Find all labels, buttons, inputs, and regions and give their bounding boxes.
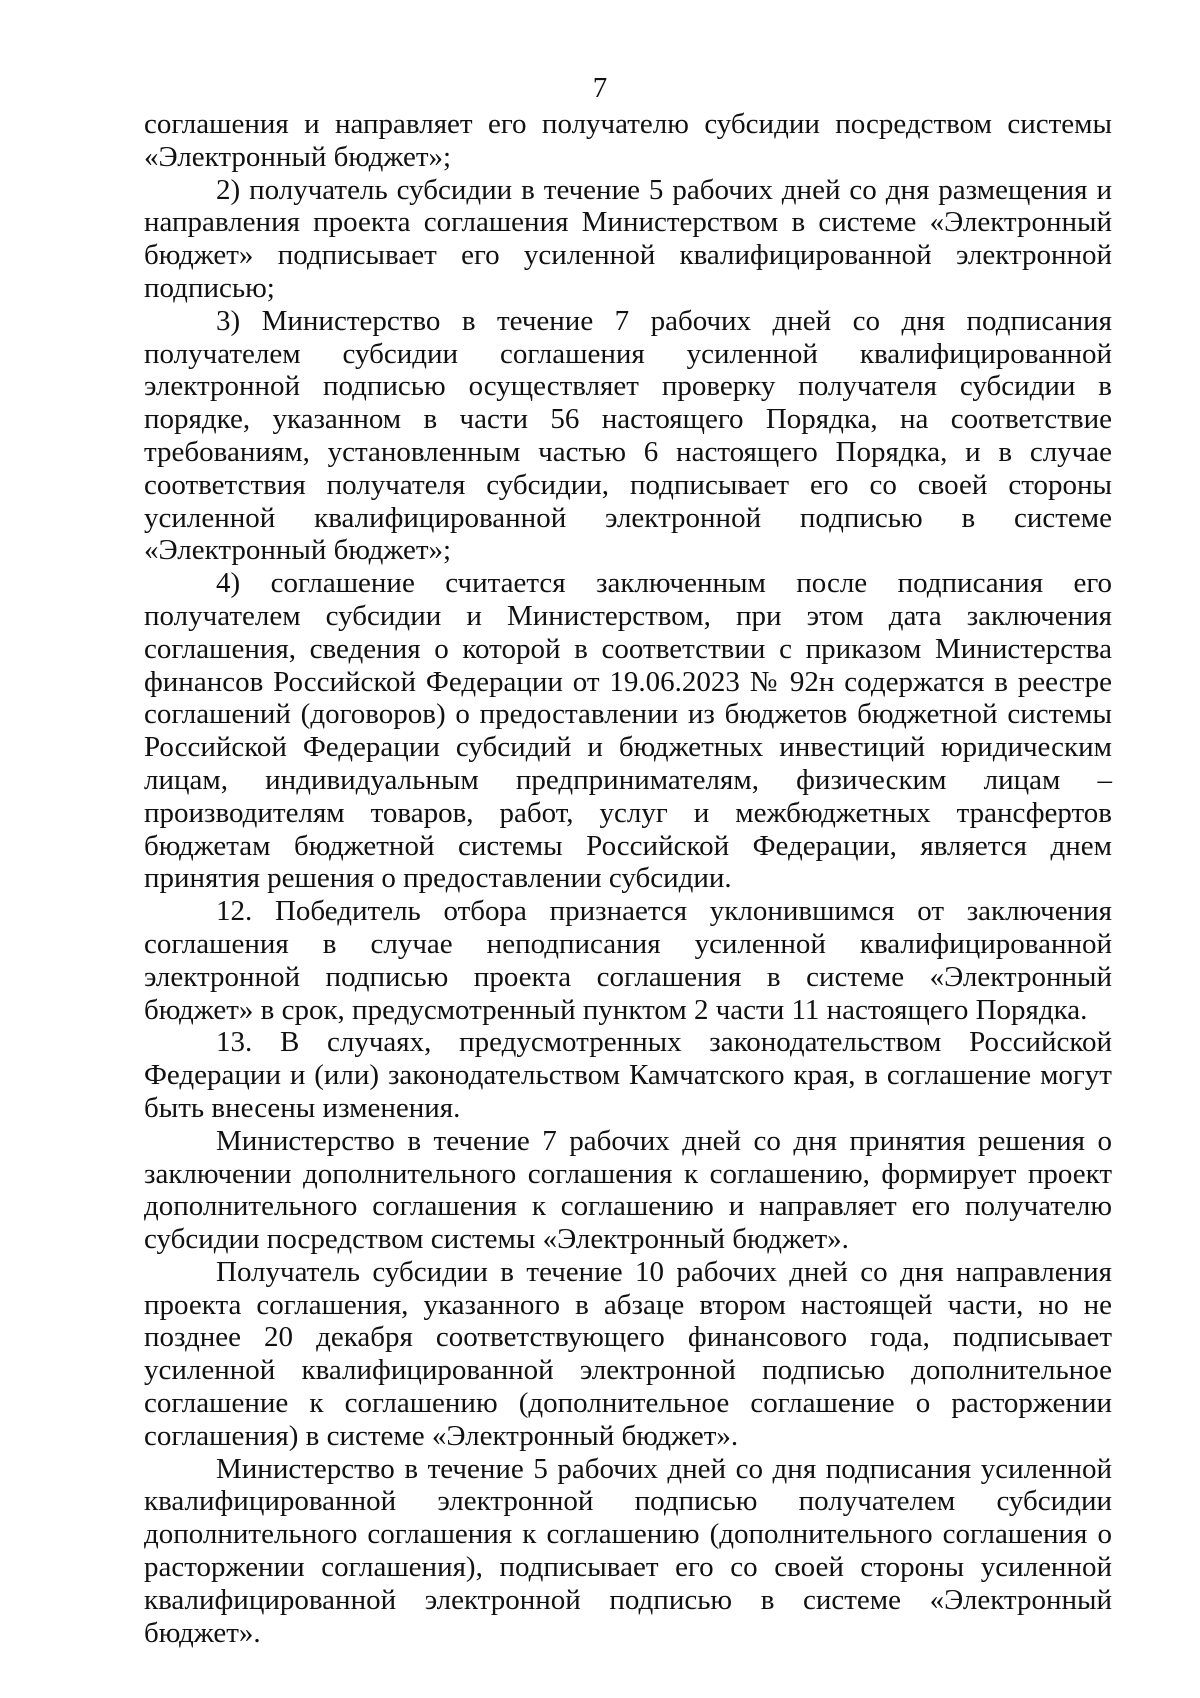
paragraph-ministry-signing: Министерство в течение 5 рабочих дней со дня подписания усиленной квалифицированной электронной подписью получателем субсидии дополнительного соглашения к соглашению (дополнительного соглашения о расторжении соглашения), подписывает его со своей стороны усиленной квалифицированной электронной подписью в системе «Электронный бюджет». (144, 1452, 1112, 1649)
paragraph-item-2: 2) получатель субсидии в течение 5 рабочих дней со дня размещения и направления проекта соглашения Министерством в системе «Электронный бюджет» подписывает его усиленной квалифицированной электронной подписью; (144, 173, 1112, 304)
paragraph-ministry-additional-agreement: Министерство в течение 7 рабочих дней со дня принятия решения о заключении дополнительного соглашения к соглашению, формирует проект дополнительного соглашения к соглашению и направляет его получателю субсидии посредством системы «Электронный бюджет». (144, 1124, 1112, 1256)
paragraph-recipient-signing: Получатель субсидии в течение 10 рабочих дней со дня направления проекта соглашения, указанного в абзаце втором настоящей части, но не позднее 20 декабря соответствующего финансового года, подписывает усиленной квалифицированной электронной подписью дополнительное соглашение к соглашению (дополнительное соглашение о расторжении соглашения) в системе «Электронный бюджет». (144, 1255, 1112, 1452)
document-body (144, 108, 1112, 1649)
paragraph-continuation: соглашения и направляет его получателю субсидии посредством системы «Электронный бюджет»; (144, 108, 1112, 173)
paragraph-item-4: 4) соглашение считается заключенным после подписания его получателем субсидии и Министерством, при этом дата заключения соглашения, сведения о которой в соответствии с приказом Министерства финансов Российской Федерации от 19.06.2023 № 92н содержатся в реестре соглашений (договоров) о предоставлении из бюджетов бюджетной системы Российской Федерации субсидий и бюджетных инвестиций юридическим лицам, индивидуальным предпринимателям, физическим лицам – производителям товаров, работ, услуг и межбюджетных трансфертов бюджетам бюджетной системы Российской Федерации, является днем принятия решения о предоставлении субсидии. (144, 567, 1112, 895)
page-number: 7 (592, 72, 608, 104)
paragraph-item-3: 3) Министерство в течение 7 рабочих дней со дня подписания получателем субсидии соглашения усиленной квалифицированной электронной подписью осуществляет проверку получателя субсидии в порядке, указанном в части 56 настоящего Порядка, на соответствие требованиям, установленным частью 6 настоящего Порядка, и в случае соответствия получателя субсидии, подписывает его со своей стороны усиленной квалифицированной электронной подписью в системе «Электронный бюджет»; (144, 304, 1112, 567)
paragraph-section-13: 13. В случаях, предусмотренных законодательством Российской Федерации и (или) законодательством Камчатского края, в соглашение могут быть внесены изменения. (144, 1026, 1112, 1124)
paragraph-section-12: 12. Победитель отбора признается уклонившимся от заключения соглашения в случае неподписания усиленной квалифицированной электронной подписью проекта соглашения в системе «Электронный бюджет» в срок, предусмотренный пунктом 2 части 11 настоящего Порядка. (144, 895, 1112, 1026)
